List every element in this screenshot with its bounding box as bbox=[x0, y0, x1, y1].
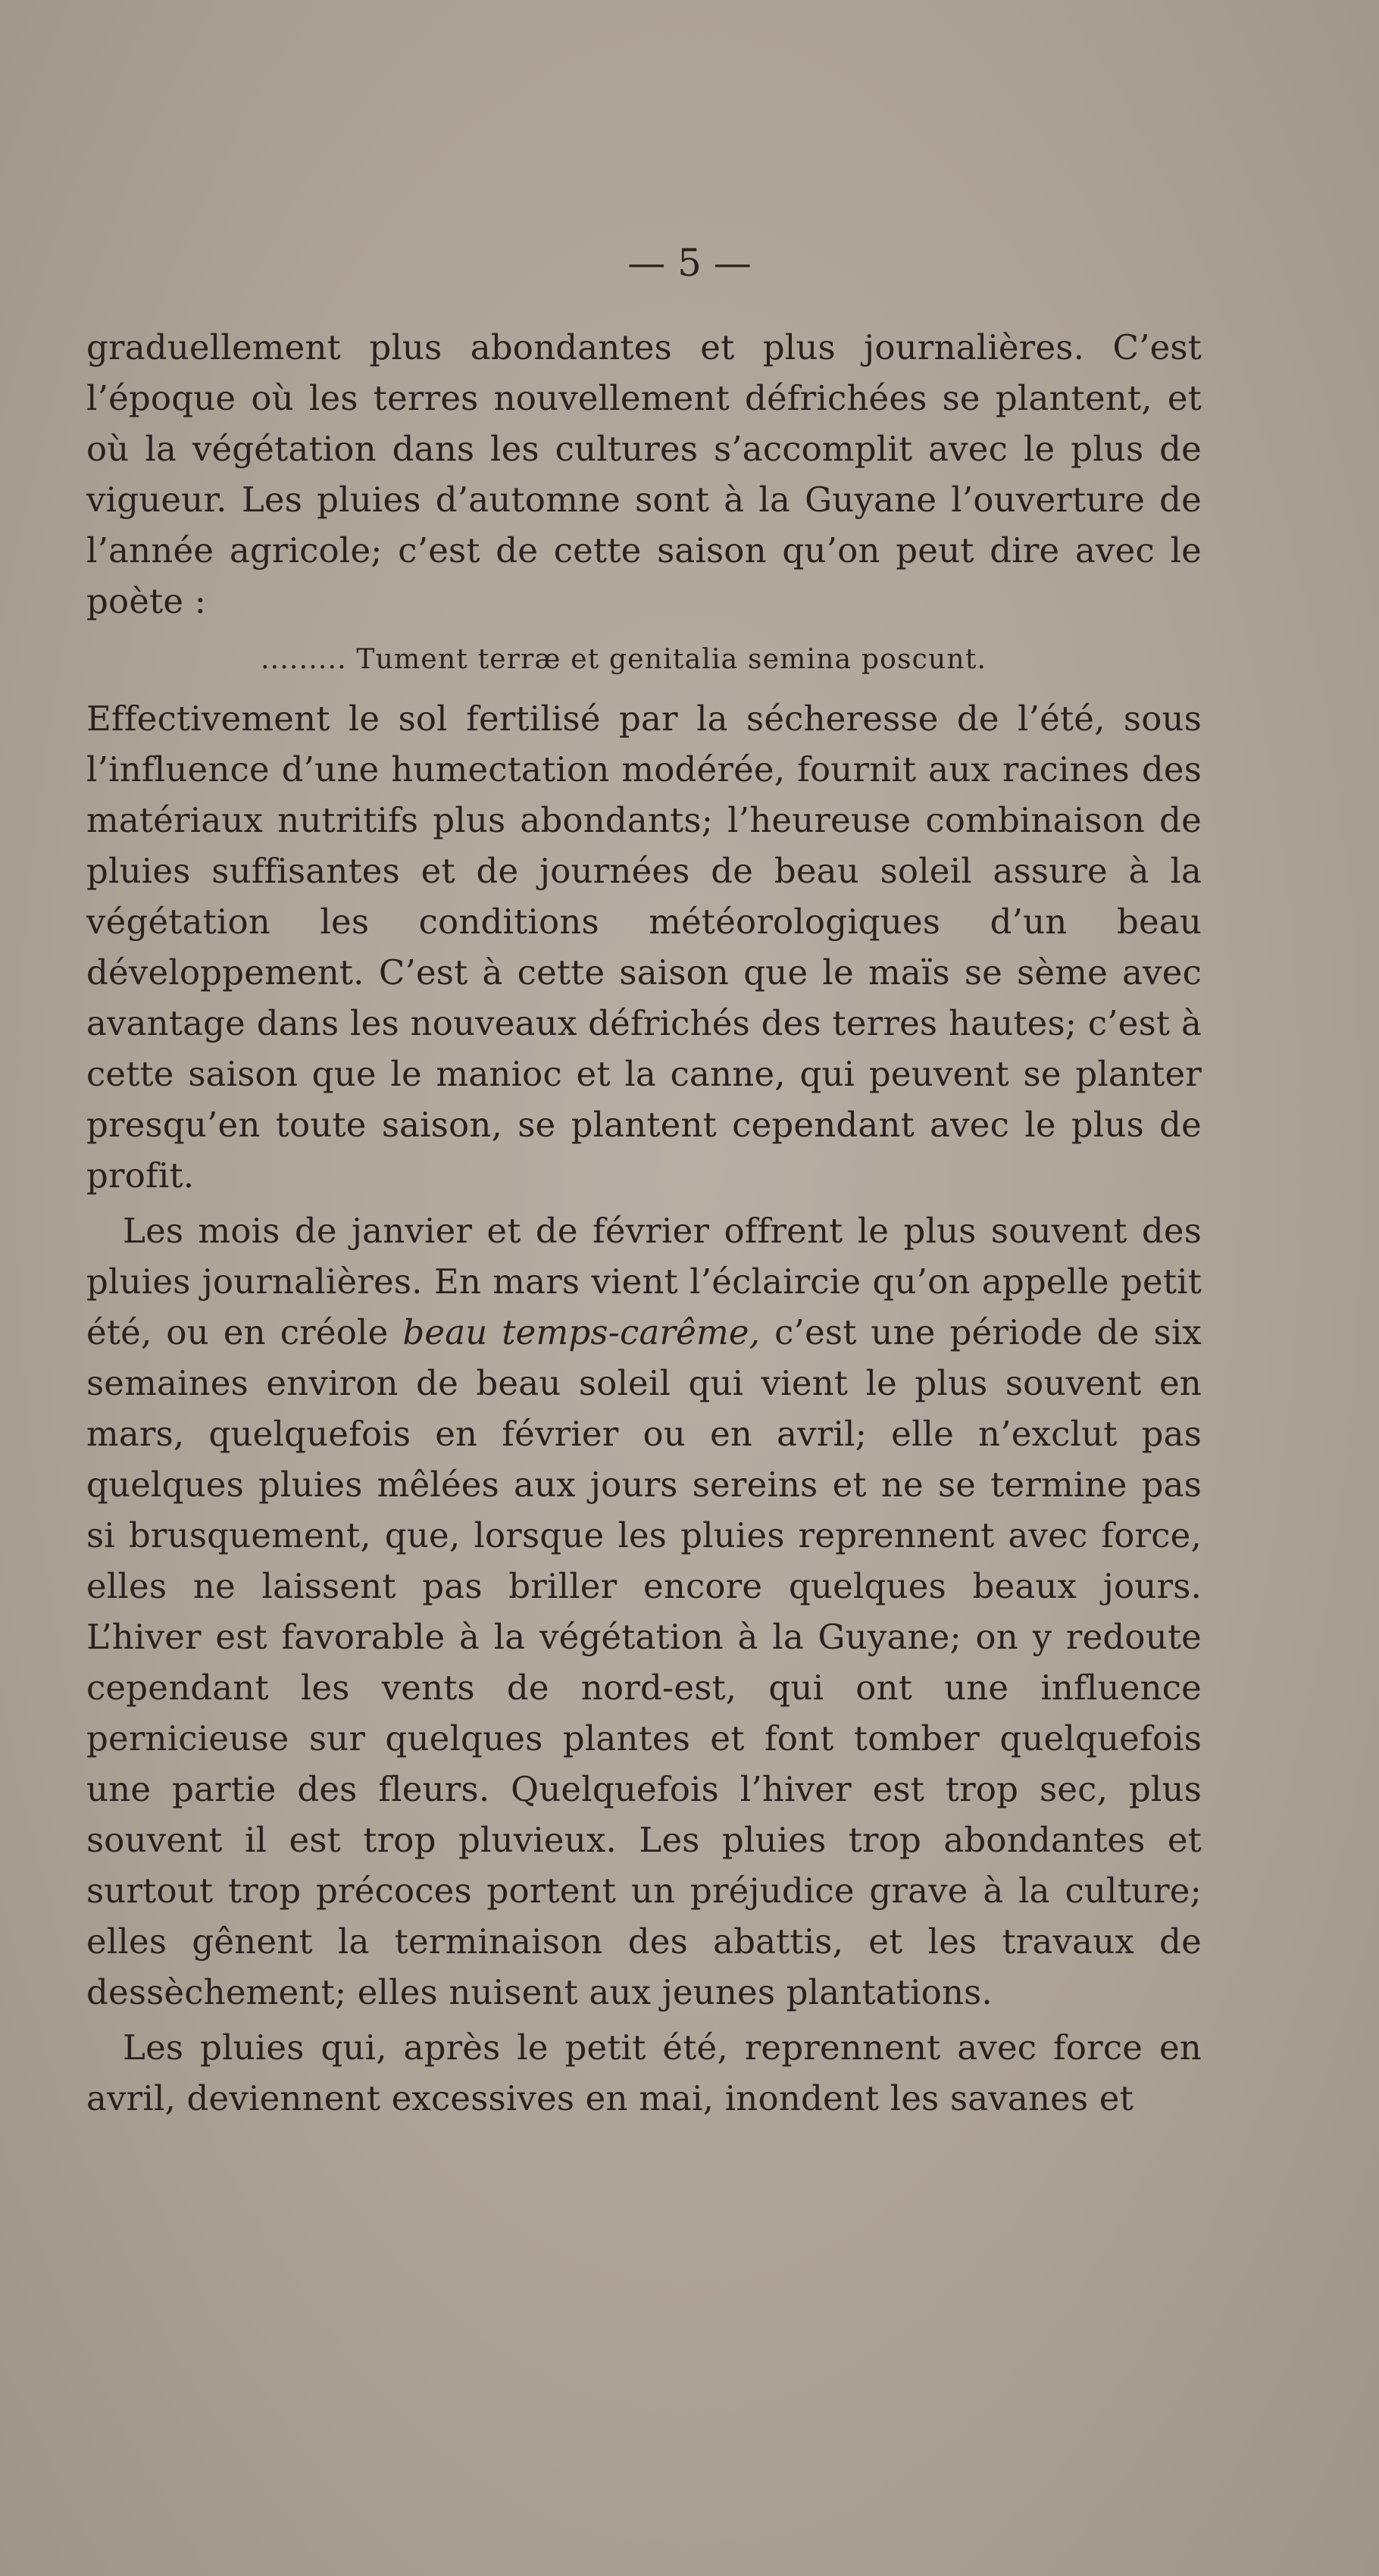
latin-quote: ......... Tument terræ et genitalia semina poscunt. bbox=[261, 644, 987, 675]
paragraph-3-start: Les mois de janvier et de février offrent le plus souvent des pluies journalières. En mars vient l’éclaircie qu’on appelle petit été, ou en créole bbox=[86, 1211, 1202, 1352]
paragraph-3-italic: beau temps-carême, bbox=[402, 1312, 761, 1352]
paragraph-1: graduellement plus abondantes et plus journalières. C’est l’époque où les terres nouvellement défrichées se plantent, et où la végétation dans les cultures s’accomplit avec le plus de vigueur. Les pluies d’automne sont à la Guyane l’ouverture de l’année agricole; c’est de cette saison qu’on peut dire avec le poète : bbox=[86, 327, 1202, 621]
body-text bbox=[86, 231, 1202, 2124]
paragraph-3-end: c’est une période de six semaines environ de beau soleil qui vient le plus souvent en mars, quelquefois en février ou en avril; elle n’exclut pas quelques pluies mêlées aux jours sereins et ne se termine pas si brusquement, que, lorsque les pluies reprennent avec force, elles ne laissent pas briller encore quelques beaux jours. L’hiver est favorable à la végétation à la Guyane; on y redoute cependant les vents de nord-est, qui ont une influence pernicieuse sur quelques plantes et font tomber quelquefois une partie des fleurs. Quelquefois l’hiver est trop sec, plus souvent il est trop pluvieux. Les pluies trop abondantes et surtout trop précoces portent un préjudice grave à la culture; elles gênent la terminaison des abattis, et les travaux de dessèchement; elles nuisent aux jeunes plantations. bbox=[86, 1312, 1202, 2012]
paragraph-2: Effectivement le sol fertilisé par la sécheresse de l’été, sous l’influence d’une humectation modérée, fournit aux racines des matériaux nutritifs plus abondants; l’heureuse combinaison de pluies suffisantes et de journées de beau soleil assure à la végétation les conditions météorologiques d’un beau développement. C’est à cette saison que le maïs se sème avec avantage dans les nouveaux défrichés des terres hautes; c’est à cette saison que le manioc et la canne, qui peuvent se planter presqu’en toute saison, se plantent cependant avec le plus de profit. bbox=[86, 699, 1202, 1196]
page-number: — 5 — bbox=[627, 241, 752, 285]
paragraph-4: Les pluies qui, après le petit été, reprennent avec force en avril, deviennent excessives en mai, inondent les savanes et bbox=[86, 2027, 1202, 2118]
paragraph-3 bbox=[86, 1205, 1202, 2018]
